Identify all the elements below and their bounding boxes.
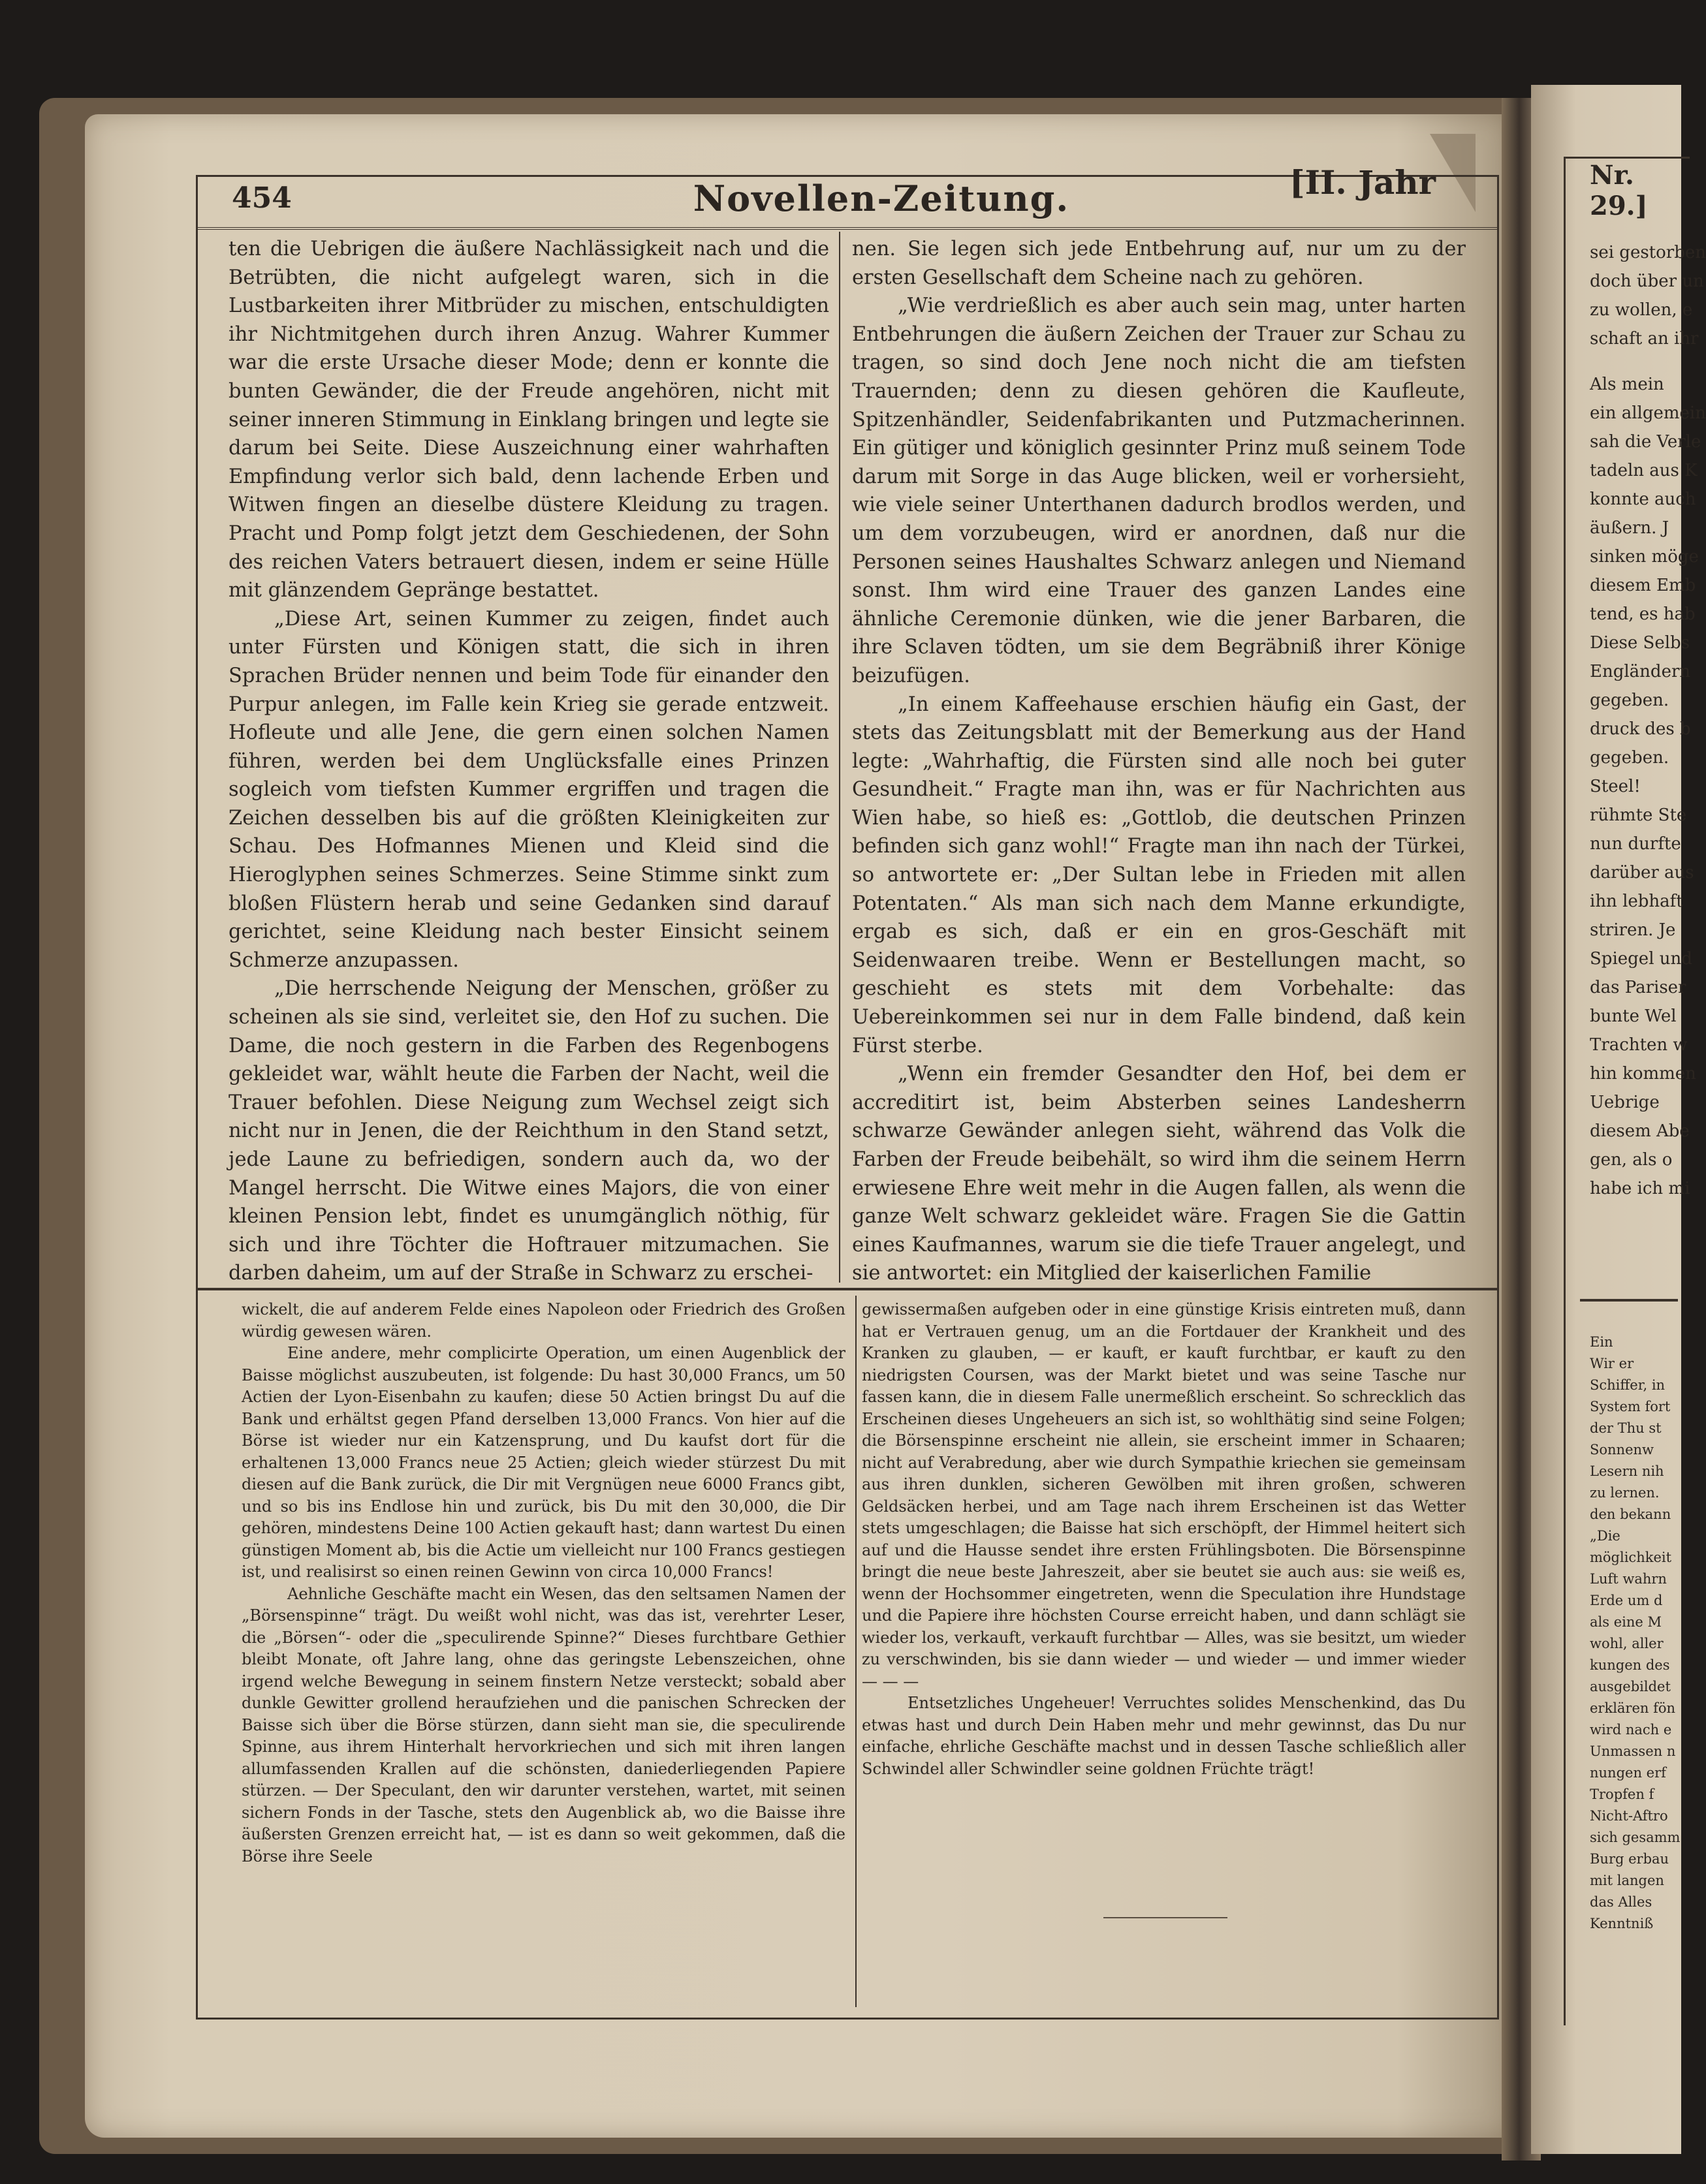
adjacent-text-fragment: zu lernen.	[1590, 1485, 1660, 1501]
adjacent-text-fragment: gen, als o	[1590, 1150, 1673, 1170]
lower-left-column	[242, 1299, 845, 2004]
adjacent-text-fragment: sei gestorben	[1590, 243, 1706, 262]
adjacent-page-lower-fragments	[1590, 1332, 1688, 1935]
adjacent-text-fragment: sinken möge	[1590, 547, 1699, 567]
adjacent-text-fragment: ein allgemein	[1590, 403, 1706, 423]
adjacent-text-fragment: hin kommen	[1590, 1064, 1696, 1084]
adjacent-text-fragment: Erde um d	[1590, 1593, 1663, 1608]
paragraph: Eine andere, mehr complicirte Operation, um einen Augenblick der Baisse möglichst auszubeuten, ist folgende: Du hast 30,000 Francs, um 50 Actien der Lyon-Eisenbahn zu kaufen; diese 50 Actien bringst Du auf die Bank und erhältst gegen Pfand derselben 13,000 Francs. Von hier auf die Börse ist wieder nur ein Katzensprung, und Du kaufst dort für die erhaltenen 13,000 Francs neue 25 Actien; gleich wieder stürzest Du mit diesen auf die Bank zurück, die Dir mit Vergnügen neue 6000 Francs gibt, und so bis ins Endlose hin und zurück, bis Du mit den 30,000, die Dir gehören, mindestens Deine 100 Actien gekauft hast; dann wartest Du einen günstigen Moment ab, bis die Actie um vielleicht nur 100 Francs gestiegen ist, und realisirst so einen reinen Gewinn von circa 10,000 Francs!	[242, 1344, 845, 1581]
adjacent-text-fragment: Wir er	[1590, 1356, 1634, 1371]
adjacent-text-fragment: diesem Emb	[1590, 576, 1696, 595]
adjacent-text-fragment: sich gesamm	[1590, 1830, 1681, 1845]
paragraph: Aehnliche Geschäfte macht ein Wesen, das den seltsamen Namen der „Börsenspinne“ trägt. Du weißt wohl nicht, was das ist, verehrter Leser, die „Börsen“- oder die „speculirende Spinne?“ Dieses furchtbare Gethier bleibt Monate, oft Jahre lang, ohne das geringste Lebenszeichen, ohne irgend welche Bewegung in seinem finstern Netze versteckt; sobald aber dunkle Gewitter grollend heraufziehen und die panischen Schrecken der Baisse sich über die Börse stürzen, dann sieht man sie, die speculirende Spinne, aus ihrem Hinterhalt hervorkriechen und sich mit ihren langen allumfassenden Krallen auf die schönsten, daniederliegenden Papiere stürzen. — Der Speculant, den wir darunter verstehen, wartet, mit seinen sichern Fonds in der Tasche, stets den Augenblick ab, wo die Baisse ihre äußersten Grenzen erreicht hat, — ist es dann so weit gekommen, daß die Börse ihre Seele	[242, 1584, 845, 1865]
adjacent-text-fragment: Ein	[1590, 1334, 1613, 1350]
journal-title: Novellen-Zeitung.	[693, 178, 1070, 219]
paragraph: „Wenn ein fremder Gesandter den Hof, bei dem er accreditirt ist, beim Absterben seines Landesherrn schwarze Gewänder anlegen sieht, während das Volk die Farben der Freude beibehält, so wird ihm die seinem Herrn erwiesene Ehre weit mehr in die Augen fallen, als wenn die ganze Welt schwarz gekleidet wäre. Fragen Sie die Gattin eines Kaufmannes, warum sie die tiefe Trauer angelegt, und sie antwortet: ein Mitglied der kaiserlichen Familie	[852, 1063, 1466, 1285]
adjacent-page-header: Nr. 29.]	[1590, 160, 1648, 221]
section-divider	[196, 1288, 1498, 1290]
adjacent-text-fragment: Sonnenw	[1590, 1442, 1654, 1458]
adjacent-text-fragment: ausgebildet	[1590, 1679, 1671, 1694]
paragraph: gewissermaßen aufgeben oder in eine günstige Krisis eintreten muß, dann hat er Vertrauen genug, um an die Fortdauer der Krankheit und des Kranken zu glauben, — er kauft, er kauft furchtbar, er kauft zu den niedrigsten Coursen, was der Markt bietet und was seine Tasche nur fassen kann, die in diesem Falle unermeßlich erscheint. So schrecklich das Erscheinen dieses Ungeheuers an sich ist, so wohlthätig sind seine Folgen; die Börsenspinne erscheint nie allein, sie erscheint immer in Schaaren; nicht auf Verabredung, aber wie durch Sympathie kriechen sie gemeinsam aus ihren dunklen, sicheren Gewölben mit ihren großen, schweren Geldsäcken herbei, und am Tage nach ihrem Erscheinen ist das Wetter stets umgeschlagen; die Baisse hat sich erschöpft, der Himmel heitert sich auf und die Hausse sendet ihre ersten Frühlingsboten. Die Börsenspinne bringt die neue beste Jahreszeit, aber sie beutet sie auch aus: sie weiß es, wenn der Hochsommer eingetreten, wenn die Speculation ihre Hundstage und die Papiere ihre höchsten Course erreicht haben, und dann schlägt sie wieder los, verkauft, verkauft furchtbar — Alles, was sie besitzt, um wieder zu verschwinden, bis sie dann wieder — und wieder — und immer wieder — — —	[862, 1300, 1466, 1691]
adjacent-text-fragment: das Alles	[1590, 1894, 1652, 1910]
adjacent-text-fragment: Uebrige	[1590, 1093, 1660, 1112]
adjacent-text-fragment: wohl, aller	[1590, 1636, 1664, 1651]
adjacent-text-fragment: wird nach e	[1590, 1722, 1672, 1738]
paragraph: Entsetzliches Ungeheuer! Verruchtes solides Menschenkind, das Du etwas hast und durch Dein Haben mehr und mehr gewinnst, das Du nur einfache, ehrliche Geschäfte machst und in dessen Tasche schließlich aller Schwindel aller Schwindler seine goldnen Früchte trägt!	[862, 1694, 1466, 1778]
adjacent-text-fragment: doch über un	[1590, 272, 1704, 291]
adjacent-text-fragment: darüber aus	[1590, 863, 1694, 882]
adjacent-text-fragment: Luft wahrn	[1590, 1571, 1667, 1587]
adjacent-text-fragment: System fort	[1590, 1399, 1671, 1414]
adjacent-text-fragment: Schiffer, in	[1590, 1377, 1666, 1393]
adjacent-text-fragment: striren. Je	[1590, 920, 1676, 940]
adjacent-text-fragment: tend, es hab	[1590, 604, 1696, 624]
adjacent-text-fragment: Lesern nih	[1590, 1463, 1664, 1479]
adjacent-text-fragment: tadeln aus K	[1590, 461, 1698, 480]
lower-column-divider	[855, 1296, 857, 2007]
adjacent-text-fragment: diesem Abe	[1590, 1121, 1690, 1141]
adjacent-text-fragment: sah die Verle	[1590, 432, 1701, 452]
closing-rule	[1103, 1917, 1227, 1918]
header-rule	[196, 227, 1498, 230]
lower-right-column	[862, 1299, 1466, 1912]
adjacent-text-fragment: Unmassen n	[1590, 1743, 1676, 1759]
adjacent-page-upper-fragments	[1590, 238, 1706, 1203]
adjacent-text-fragment: äußern. J	[1590, 518, 1669, 538]
paragraph: wickelt, die auf anderem Felde eines Napoleon oder Friedrich des Großen würdig gewesen wären.	[242, 1300, 845, 1341]
adjacent-text-fragment: „Die	[1590, 1528, 1620, 1544]
adjacent-text-fragment: Trachten w	[1590, 1035, 1688, 1055]
paragraph: nen. Sie legen sich jede Entbehrung auf, nur um zu der ersten Gesellschaft dem Scheine nach zu gehören.	[852, 238, 1466, 289]
adjacent-text-fragment: Engländern	[1590, 662, 1691, 681]
paragraph: „Wie verdrießlich es aber auch sein mag, unter harten Entbehrungen die äußern Zeichen der Trauer zur Schau zu tragen, so sind doch Jene noch nicht die am tiefsten Trauernden; denn zu diesen gehören die Kaufleute, Spitzenhändler, Seidenfabrikanten und Putzmacherinnen. Ein gütiger und königlich gesinnter Prinz muß seinem Tode darum mit Sorge in das Auge blicken, weil er vorhersieht, wie viele seiner Unterthanen dadurch brodlos werden, und um dem vorzubeugen, wird er anordnen, daß nur die Personen seines Haushaltes Schwarz anlegen und Niemand sonst. Ihm wird eine Trauer des ganzen Landes eine ähnliche Ceremonie dünken, wie die jener Barbaren, die ihre Sclaven tödten, um sie dem Begräbniß ihrer Könige beizufügen.	[852, 294, 1466, 687]
adjacent-text-fragment: gegeben.	[1590, 691, 1669, 710]
adjacent-text-fragment: der Thu st	[1590, 1420, 1662, 1436]
adjacent-text-fragment: kungen des	[1590, 1657, 1670, 1673]
upper-column-divider	[839, 232, 840, 1283]
adjacent-text-fragment: ihn lebhaft	[1590, 892, 1683, 911]
volume-label: [II. Jahr	[1289, 163, 1436, 202]
adjacent-text-fragment: den bekann	[1590, 1506, 1671, 1522]
adjacent-text-fragment: gegeben.	[1590, 748, 1669, 768]
adjacent-text-fragment: habe ich mi	[1590, 1179, 1690, 1198]
upper-right-column	[852, 235, 1466, 1283]
paragraph: „Die herrschende Neigung der Menschen, größer zu scheinen als sie sind, verleitet sie, den Hof zu suchen. Die Dame, die noch gestern in die Farben des Regenbogens gekleidet war, wählt heute die Farben der Nacht, weil die Trauer befohlen. Diese Neigung zum Wechsel zeigt sich nicht nur in Jenen, die der Reichthum in den Stand setzt, jede Laune zu befriedigen, sondern auch da, wo der Mangel herrscht. Die Witwe eines Majors, die von einer kleinen Pension lebt, findet es unumgänglich nöthig, für sich und ihre Töchter die Hoftrauer mitzumachen. Sie darben daheim, um auf der Straße in Schwarz zu erschei-	[229, 977, 829, 1285]
adjacent-text-fragment: zu wollen, e	[1590, 300, 1693, 320]
paragraph: „In einem Kaffeehause erschien häufig ein Gast, der stets das Zeitungsblatt mit der Bemerkung aus der Hand legte: „Wahrhaftig, die Fürsten sind alle noch bei guter Gesundheit.“ Fragte man ihn, was er für Nachrichten aus Wien habe, so hieß es: „Gottlob, die deutschen Prinzen befinden sich ganz wohl!“ Fragte man ihn nach der Türkei, so antwortete er: „Der Sultan lebe in Frieden mit allen Potentaten.“ Als man sich nach dem Manne erkundigte, ergab es sich, daß er ein en gros-Geschäft mit Seidenwaaren treibe. Wenn er Bestellungen macht, so geschieht es stets mit dem Vorbehalte: das Uebereinkommen sei nur in dem Falle bindend, daß kein Fürst sterbe.	[852, 693, 1466, 1057]
adjacent-text-fragment: Burg erbau	[1590, 1851, 1669, 1867]
adjacent-text-fragment: als eine M	[1590, 1614, 1662, 1630]
paragraph: ten die Uebrigen die äußere Nachlässigkeit nach und die Betrübten, die nicht aufgelegt waren, sich in die Lustbarkeiten ihrer Mitbrüder zu mischen, entschuldigten ihr Nichtmitgehen durch ihren Anzug. Wahrer Kummer war die erste Ursache dieser Mode; denn er konnte die bunten Gewänder, die der Freude angehören, nicht mit seiner inneren Stimmung in Einklang bringen und legte sie darum bei Seite. Diese Auszeichnung einer wahrhaften Empfindung verlor sich bald, denn lachende Erben und Witwen fingen an dieselbe düstere Kleidung zu tragen. Pracht und Pomp folgt jetzt dem Geschiedenen, der Sohn des reichen Vaters betrauert diesen, indem er seine Hülle mit glänzendem Gepränge bestattet.	[229, 238, 829, 602]
adjacent-text-fragment: Nicht-Aftro	[1590, 1808, 1668, 1824]
adjacent-text-fragment: bunte Wel	[1590, 1006, 1677, 1026]
adjacent-text-fragment: schaft an ihr	[1590, 329, 1699, 349]
adjacent-text-fragment: konnte auch	[1590, 490, 1696, 509]
adjacent-text-fragment: erklären fön	[1590, 1700, 1676, 1716]
paragraph: „Diese Art, seinen Kummer zu zeigen, findet auch unter Fürsten und Königen statt, die sich in ihren Sprachen Brüder nennen und beim Tode für einander den Purpur anlegen, im Falle kein Krieg sie gerade entzweit. Hofleute und alle Jene, die gern einen solchen Namen führen, werden bei dem Unglücksfalle eines Prinzen sogleich vom tiefsten Kummer ergriffen und tragen die Zeichen desselben bis auf die größten Kleinigkeiten zur Schau. Des Hofmannes Mienen und Kleid sind die Hieroglyphen seines Schmerzes. Seine Stimme sinkt zum bloßen Flüstern herab und seine Gedanken sind darauf gerichtet, seine Kleidung nach bester Einsicht seinem Schmerze anzupassen.	[229, 607, 829, 972]
adjacent-text-fragment: nungen erf	[1590, 1765, 1666, 1781]
adjacent-text-fragment: Tropfen f	[1590, 1786, 1654, 1802]
adjacent-text-fragment: Diese Selbs	[1590, 633, 1690, 653]
adjacent-text-fragment: nun durfte	[1590, 834, 1681, 854]
adjacent-text-fragment: mit langen	[1590, 1873, 1664, 1888]
adjacent-text-fragment: druck des b	[1590, 719, 1691, 739]
adjacent-text-fragment: Als mein	[1590, 375, 1664, 394]
adjacent-text-fragment: das Pariser	[1590, 978, 1686, 997]
adjacent-text-fragment: Kenntniß	[1590, 1916, 1654, 1931]
adjacent-text-fragment: rühmte Ste	[1590, 805, 1687, 825]
adjacent-text-fragment: Steel!	[1590, 777, 1641, 796]
page-number: 454	[232, 181, 292, 215]
adjacent-text-fragment	[1590, 353, 1688, 370]
adjacent-text-fragment: möglichkeit	[1590, 1550, 1672, 1565]
upper-left-column	[229, 235, 829, 1283]
adjacent-text-fragment: Spiegel und	[1590, 949, 1692, 969]
adjacent-page-divider	[1580, 1299, 1678, 1302]
